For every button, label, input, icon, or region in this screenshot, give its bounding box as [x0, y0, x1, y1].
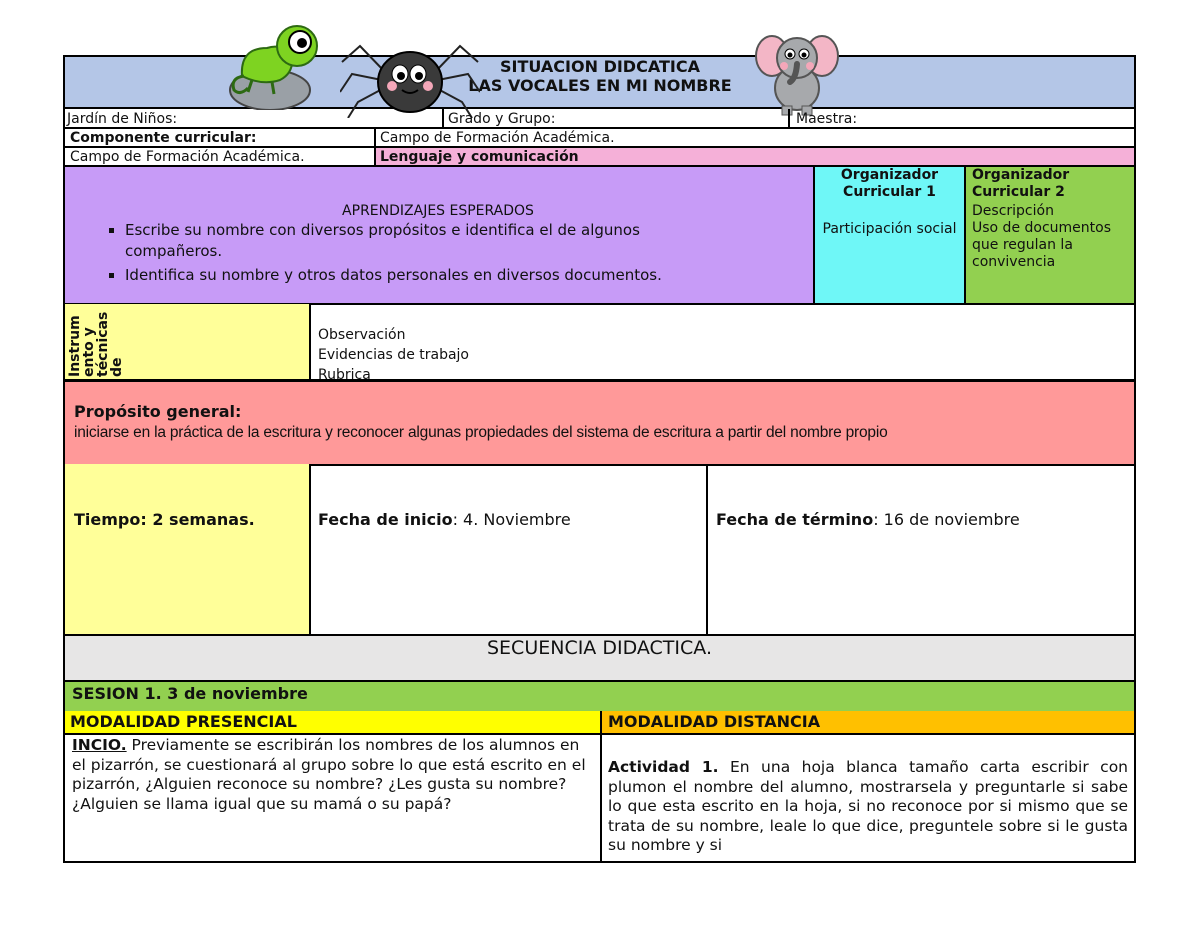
organizador2-value: Uso de documentos que regulan la convivencia — [972, 220, 1112, 270]
inicio-text: Previamente se escribirán los nombres de los alumnos en el pizarrón, se cuestionará al grupo sobre lo que está escrito en el pizarrón, ¿Alguien reconoce su nombre? ¿Les gusta su nombre? ¿Alguien se llama igual que su mamá o su papá? — [72, 736, 586, 813]
campo-label: Campo de Formación Académica. — [70, 149, 305, 165]
divider — [788, 109, 790, 129]
elephant-icon — [752, 26, 842, 116]
componente-label: Componente curricular: — [70, 130, 257, 146]
modalidad-distancia-text — [608, 758, 1128, 861]
list-item: Evidencias de trabajo — [318, 347, 469, 363]
tiempo-bg — [65, 464, 309, 634]
organizador2-label: Descripción — [972, 203, 1054, 219]
title-line-2: LAS VOCALES EN MI NOMBRE — [468, 76, 732, 95]
divider — [309, 304, 311, 381]
modalidad-distancia-title: MODALIDAD DISTANCIA — [608, 712, 821, 731]
spider-icon — [340, 34, 480, 118]
divider — [309, 464, 311, 636]
inicio-label: INCIO. — [72, 736, 127, 754]
jardin-label: Jardín de Niños: — [67, 111, 178, 127]
modalidad-presencial-text — [72, 736, 587, 814]
campo-value: Lenguaje y comunicación — [380, 149, 579, 165]
proposito-box — [63, 380, 1136, 466]
chameleon-icon — [222, 18, 322, 110]
sesion-label: SESION 1. 3 de noviembre — [72, 684, 308, 703]
list-item: ▪ Escribe su nombre con diversos propósitos e identifica el de algunos compañeros. — [125, 220, 735, 262]
instrumentos-label: Instrum ento y técnicas de — [67, 311, 125, 377]
fecha-inicio-label: Fecha de inicio — [318, 510, 453, 529]
page-title — [440, 57, 760, 95]
organizador2-title: Organizador Curricular 2 — [972, 167, 1070, 200]
tiempo-label: Tiempo: 2 semanas. — [74, 510, 255, 529]
divider — [706, 464, 708, 636]
instrumentos-label-bg — [65, 304, 309, 379]
fecha-inicio — [318, 510, 571, 529]
list-item: Observación — [318, 327, 406, 343]
maestra-label: Maestra: — [796, 111, 858, 127]
instrumentos-list — [318, 325, 718, 379]
divider — [442, 109, 444, 129]
fecha-termino-label: Fecha de término — [716, 510, 874, 529]
fecha-termino-value: : 16 de noviembre — [873, 510, 1020, 529]
proposito-text: iniciarse en la práctica de la escritura y reconocer algunas propiedades del sistema de escritura a partir del nombre propio — [74, 424, 888, 441]
actividad-text: En una hoja blanca tamaño carta escribir con plumon el nombre del alumno, mostrarsela y preguntarle si sabe lo que esta escrito en la hoja, si no reconoce por si mismo que se trata de su nombre, leale lo que dice, preguntele sobre si le gusta su nombre y si — [608, 758, 1128, 854]
organizador1-value: Participación social — [822, 221, 957, 237]
fecha-inicio-value: : 4. Noviembre — [452, 510, 571, 529]
actividad-label: Actividad 1. — [608, 758, 719, 776]
info-row — [63, 109, 1136, 129]
grado-label: Grado y Grupo: — [448, 111, 556, 127]
proposito-label: Propósito general: — [74, 402, 242, 421]
modalidad-presencial-title: MODALIDAD PRESENCIAL — [70, 712, 297, 731]
organizador1-title: Organizador Curricular 1 — [840, 167, 939, 200]
fecha-termino — [716, 510, 1020, 529]
aprendizajes-list — [95, 220, 735, 286]
title-line-1: SITUACION DIDCATICA — [500, 57, 700, 76]
list-item: Rubrica — [318, 367, 371, 379]
secuencia-title: SECUENCIA DIDACTICA. — [486, 637, 712, 659]
list-item: ▪ Identifica su nombre y otros datos personales en diversos documentos. — [125, 265, 735, 286]
componente-value: Campo de Formación Académica. — [380, 130, 615, 146]
aprendizajes-heading: APRENDIZAJES ESPERADOS — [342, 203, 534, 219]
